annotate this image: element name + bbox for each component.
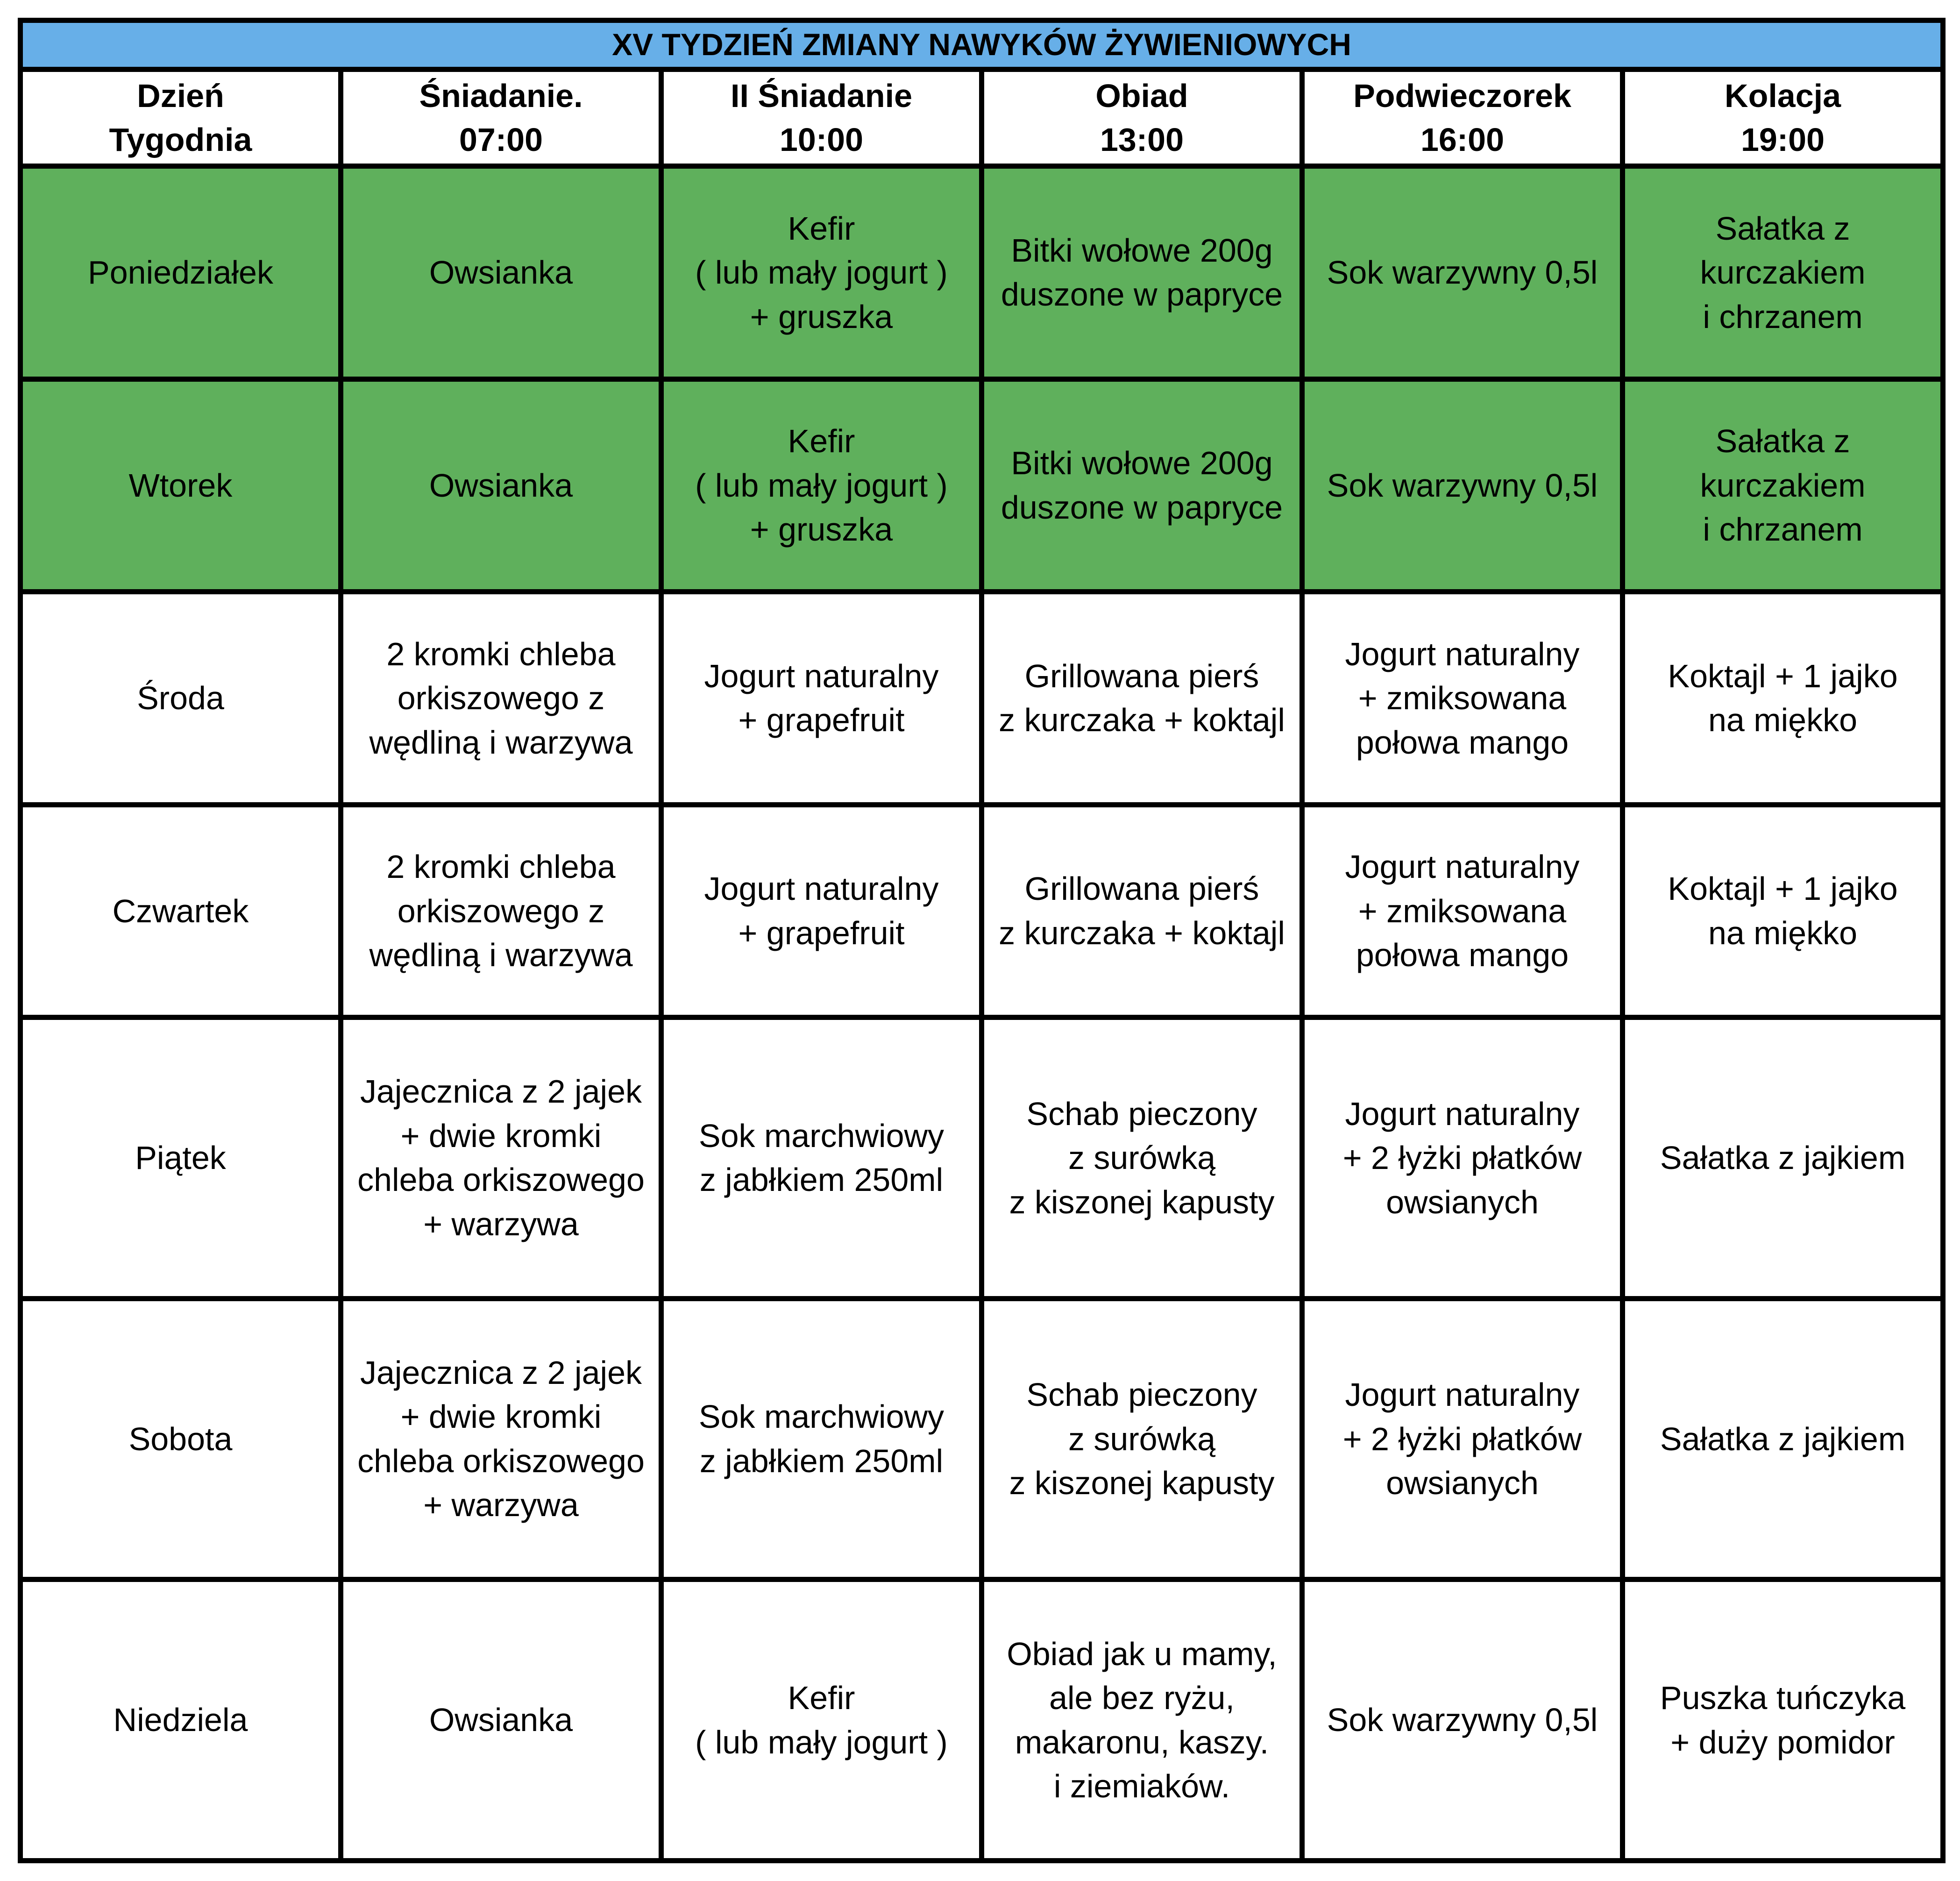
breakfast-cell: Jajecznica z 2 jajek + dwie kromki chleba orkiszowego + warzywa: [341, 1018, 661, 1299]
header-breakfast: Śniadanie. 07:00: [341, 70, 661, 166]
afternoon-snack-cell: Jogurt naturalny + 2 łyżki płatków owsianych: [1302, 1298, 1623, 1580]
second-breakfast-cell: Jogurt naturalny + grapefruit: [661, 805, 982, 1018]
second-breakfast-cell: Kefir ( lub mały jogurt ) + gruszka: [661, 379, 982, 592]
afternoon-snack-cell: Sok warzywny 0,5l: [1302, 379, 1623, 592]
afternoon-snack-cell: Jogurt naturalny + zmiksowana połowa mango: [1302, 805, 1623, 1018]
second-breakfast-cell: Sok marchwiowy z jabłkiem 250ml: [661, 1018, 982, 1299]
lunch-cell: Obiad jak u mamy, ale bez ryżu, makaronu, kaszy. i ziemiaków.: [982, 1580, 1302, 1861]
day-cell: Czwartek: [21, 805, 341, 1018]
dinner-cell: Sałatka z jajkiem: [1623, 1018, 1943, 1299]
table-title: XV TYDZIEŃ ZMIANY NAWYKÓW ŻYWIENIOWYCH: [21, 21, 1943, 70]
day-row: [21, 1018, 1943, 1299]
day-row: [21, 166, 1943, 379]
day-cell: Piątek: [21, 1018, 341, 1299]
day-cell: Środa: [21, 592, 341, 805]
afternoon-snack-cell: Jogurt naturalny + zmiksowana połowa mango: [1302, 592, 1623, 805]
afternoon-snack-cell: Jogurt naturalny + 2 łyżki płatków owsianych: [1302, 1018, 1623, 1299]
dinner-cell: Sałatka z kurczakiem i chrzanem: [1623, 379, 1943, 592]
title-row: [21, 21, 1943, 70]
second-breakfast-cell: Kefir ( lub mały jogurt ): [661, 1580, 982, 1861]
meal-plan-page: [18, 18, 1942, 1863]
day-row: [21, 1298, 1943, 1580]
breakfast-cell: Jajecznica z 2 jajek + dwie kromki chleba orkiszowego + warzywa: [341, 1298, 661, 1580]
day-row: [21, 379, 1943, 592]
meal-plan-table: [18, 18, 1946, 1863]
lunch-cell: Schab pieczony z surówką z kiszonej kapusty: [982, 1018, 1302, 1299]
breakfast-cell: 2 kromki chleba orkiszowego z wędliną i warzywa: [341, 592, 661, 805]
breakfast-cell: Owsianka: [341, 1580, 661, 1861]
header-day: Dzień Tygodnia: [21, 70, 341, 166]
header-second-breakfast: II Śniadanie 10:00: [661, 70, 982, 166]
lunch-cell: Bitki wołowe 200g duszone w papryce: [982, 166, 1302, 379]
header-row: [21, 70, 1943, 166]
second-breakfast-cell: Jogurt naturalny + grapefruit: [661, 592, 982, 805]
lunch-cell: Grillowana pierś z kurczaka + koktajl: [982, 592, 1302, 805]
afternoon-snack-cell: Sok warzywny 0,5l: [1302, 166, 1623, 379]
second-breakfast-cell: Sok marchwiowy z jabłkiem 250ml: [661, 1298, 982, 1580]
day-row: [21, 805, 1943, 1018]
second-breakfast-cell: Kefir ( lub mały jogurt ) + gruszka: [661, 166, 982, 379]
afternoon-snack-cell: Sok warzywny 0,5l: [1302, 1580, 1623, 1861]
lunch-cell: Grillowana pierś z kurczaka + koktajl: [982, 805, 1302, 1018]
day-cell: Poniedziałek: [21, 166, 341, 379]
dinner-cell: Puszka tuńczyka + duży pomidor: [1623, 1580, 1943, 1861]
day-cell: Wtorek: [21, 379, 341, 592]
dinner-cell: Koktajl + 1 jajko na miękko: [1623, 805, 1943, 1018]
dinner-cell: Sałatka z jajkiem: [1623, 1298, 1943, 1580]
day-row: [21, 592, 1943, 805]
dinner-cell: Sałatka z kurczakiem i chrzanem: [1623, 166, 1943, 379]
day-cell: Sobota: [21, 1298, 341, 1580]
breakfast-cell: Owsianka: [341, 166, 661, 379]
breakfast-cell: 2 kromki chleba orkiszowego z wędliną i warzywa: [341, 805, 661, 1018]
lunch-cell: Bitki wołowe 200g duszone w papryce: [982, 379, 1302, 592]
header-dinner: Kolacja 19:00: [1623, 70, 1943, 166]
header-afternoon-snack: Podwieczorek 16:00: [1302, 70, 1623, 166]
header-lunch: Obiad 13:00: [982, 70, 1302, 166]
day-cell: Niedziela: [21, 1580, 341, 1861]
lunch-cell: Schab pieczony z surówką z kiszonej kapusty: [982, 1298, 1302, 1580]
day-row: [21, 1580, 1943, 1861]
dinner-cell: Koktajl + 1 jajko na miękko: [1623, 592, 1943, 805]
breakfast-cell: Owsianka: [341, 379, 661, 592]
